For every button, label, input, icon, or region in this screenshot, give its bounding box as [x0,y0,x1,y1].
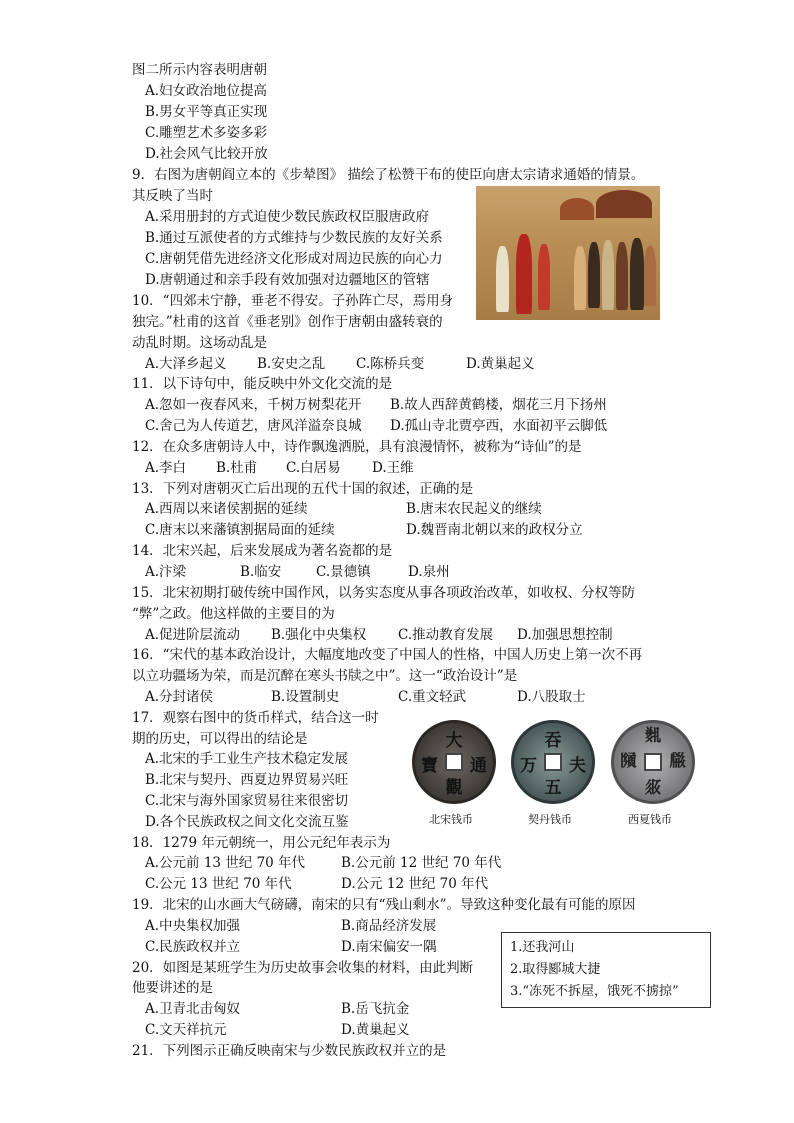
q10-option-a: A.大泽乡起义 [145,356,227,372]
q18-option-a: A.公元前 13 世纪 70 年代 [145,855,306,871]
q16-stem-line1: 16．“宋代的基本政治设计，大幅度地改变了中国人的性格，中国人历史上第一次不再 [132,647,643,663]
q14-option-d: D.泉州 [408,564,450,580]
q9-option-a: A.采用册封的方式迫使少数民族政权臣服唐政府 [145,209,430,225]
q11-option-a: A.忽如一夜春风来，千树万树梨花开 [145,397,362,413]
q10-stem-line1: 10．“四郊未宁静，垂老不得安。子孙阵亡尽，焉用身 [132,293,454,309]
northern-song-coin-label: 北宋钱币 [429,813,473,826]
q20-material-item: 1.还我河山 [510,940,575,955]
q12-option-d: D.王维 [372,460,414,476]
q17-stem-line2: 期的历史，可以得出的结论是 [132,731,308,747]
q10-option-c: C.陈桥兵变 [356,356,425,372]
q10-stem-line2: 独完。”杜甫的这首《垂老别》创作于唐朝由盛转衰的 [132,314,443,330]
q20-material-box [501,932,711,1008]
q18-stem: 18．1279 年元朝统一，用公元纪年表示为 [132,835,391,851]
q15-option-a: A.促进阶层流动 [145,627,241,643]
q20-option-b: B.岳飞抗金 [341,1001,410,1017]
q10-stem-line3: 动乱时期。这场动乱是 [132,335,267,351]
q8-option-b: B.男女平等真正实现 [145,104,268,120]
q14-option-b: B.临安 [240,564,282,580]
q17-option-c: C.北宋与海外国家贸易往来很密切 [145,793,349,809]
bunian-painting-image [476,186,660,320]
q19-option-c: C.民族政权并立 [145,939,241,955]
q18-option-c: C.公元 13 世纪 70 年代 [145,876,292,892]
q10-option-d: D.黄巢起义 [466,356,535,372]
q20-option-c: C.文天祥抗元 [145,1022,227,1038]
q8-stem: 图二所示内容表明唐朝 [132,62,267,78]
q17-option-a: A.北宋的手工业生产技术稳定发展 [145,751,349,767]
q12-stem: 12．在众多唐朝诗人中，诗作飘逸洒脱，具有浪漫情怀，被称为“诗仙”的是 [132,439,582,455]
q15-option-c: C.推动教育发展 [398,627,494,643]
q8-option-c: C.雕塑艺术多姿多彩 [145,125,268,141]
q13-stem: 13．下列对唐朝灭亡后出现的五代十国的叙述，正确的是 [132,481,474,497]
q16-stem-line2: 以立功疆场为荣，而是沉醉在寒头书牍之中”。这一“政治设计”是 [132,668,518,684]
q16-option-a: A.分封诸侯 [145,689,214,705]
q9-stem-line2: 其反映了当时 [132,188,213,204]
q16-option-b: B.设置制史 [271,689,340,705]
q14-option-c: C.景德镇 [316,564,371,580]
q20-material-item: 2.取得郾城大捷 [510,962,601,977]
q21-stem: 21．下列图示正确反映南宋与少数民族政权并立的是 [132,1043,447,1059]
q19-option-a: A.中央集权加强 [145,918,241,934]
q20-stem-line1: 20．如图是某班学生为历史故事会收集的材料，由此判断 [132,960,474,976]
q17-option-b: B.北宋与契丹、西夏边界贸易兴旺 [145,772,349,788]
q11-option-b: B.故人西辞黄鹤楼，烟花三月下扬州 [390,397,607,413]
q9-stem-line1: 9．右图为唐朝阎立本的《步辇图》 描绘了松赞干布的使臣向唐太宗请求通婚的情景。 [132,167,645,183]
q9-option-b: B.通过互派使者的方式维持与少数民族的友好关系 [145,230,443,246]
q15-stem-line2: “弊”之政。他这样做的主要目的为 [132,606,335,622]
q16-option-c: C.重文轻武 [398,689,467,705]
q12-option-c: C.白居易 [286,460,341,476]
q16-option-d: D.八股取士 [517,689,586,705]
western-xia-coin-image: 𘝦 𗆐 𗂧 𗼇 [611,720,695,804]
q20-material-item: 3.“冻死不拆屋，饿死不掳掠” [510,984,679,999]
q15-option-d: D.加强思想控制 [517,627,613,643]
q18-option-b: B.公元前 12 世纪 70 年代 [341,855,502,871]
q19-stem: 19．北宋的山水画大气磅礴，南宋的只有“残山剩水”。导致这种变化最有可能的原因 [132,897,636,913]
q9-option-c: C.唐朝凭借先进经济文化形成对周边民族的向心力 [145,251,443,267]
q11-stem: 11．以下诗句中，能反映中外文化交流的是 [132,376,393,392]
q12-option-a: A.李白 [145,460,187,476]
q13-option-d: D.魏晋南北朝以来的政权分立 [406,522,583,538]
q14-option-a: A.汴梁 [145,564,187,580]
q13-option-a: A.西周以来诸侯割据的延续 [145,501,308,517]
q13-option-c: C.唐末以来藩镇割据局面的延续 [145,522,335,538]
q11-option-d: D.孤山寺北贾亭西，水面初平云脚低 [390,418,608,434]
q20-stem-line2: 他要讲述的是 [132,980,213,996]
q17-option-d: D.各个民族政权之间文化交流互鉴 [145,814,349,830]
q15-stem-line1: 15．北宋初期打破传统中国作风，以务实态度从事各项政治改革，如收权、分权等防 [132,585,636,601]
q10-option-b: B.安史之乱 [257,356,326,372]
q14-stem: 14．北宋兴起，后来发展成为著名瓷都的是 [132,543,393,559]
q8-option-d: D.社会风气比较开放 [145,146,268,162]
q18-option-d: D.公元 12 世纪 70 年代 [341,876,489,892]
q8-option-a: A.妇女政治地位提高 [145,83,268,99]
q19-option-d: D.南宋偏安一隅 [341,939,437,955]
q19-option-b: B.商品经济发展 [341,918,437,934]
q9-option-d: D.唐朝通过和亲手段有效加强对边疆地区的管辖 [145,272,430,288]
q17-stem-line1: 17．观察右图中的货币样式，结合这一时 [132,710,379,726]
q13-option-b: B.唐末农民起义的继续 [406,501,542,517]
q15-option-b: B.强化中央集权 [271,627,367,643]
q11-option-c: C.舍己为人传道艺，唐风洋溢奈良城 [145,418,362,434]
q12-option-b: B.杜甫 [216,460,258,476]
khitan-coin-label: 契丹钱币 [528,813,572,826]
q20-option-d: D.黄巢起义 [341,1022,410,1038]
northern-song-coin-image: 大 通 寶 觀 [412,720,496,804]
q20-option-a: A.卫青北击匈奴 [145,1001,241,1017]
khitan-coin-image: 吞 夫 万 五 [511,720,595,804]
western-xia-coin-label: 西夏钱币 [628,813,672,826]
